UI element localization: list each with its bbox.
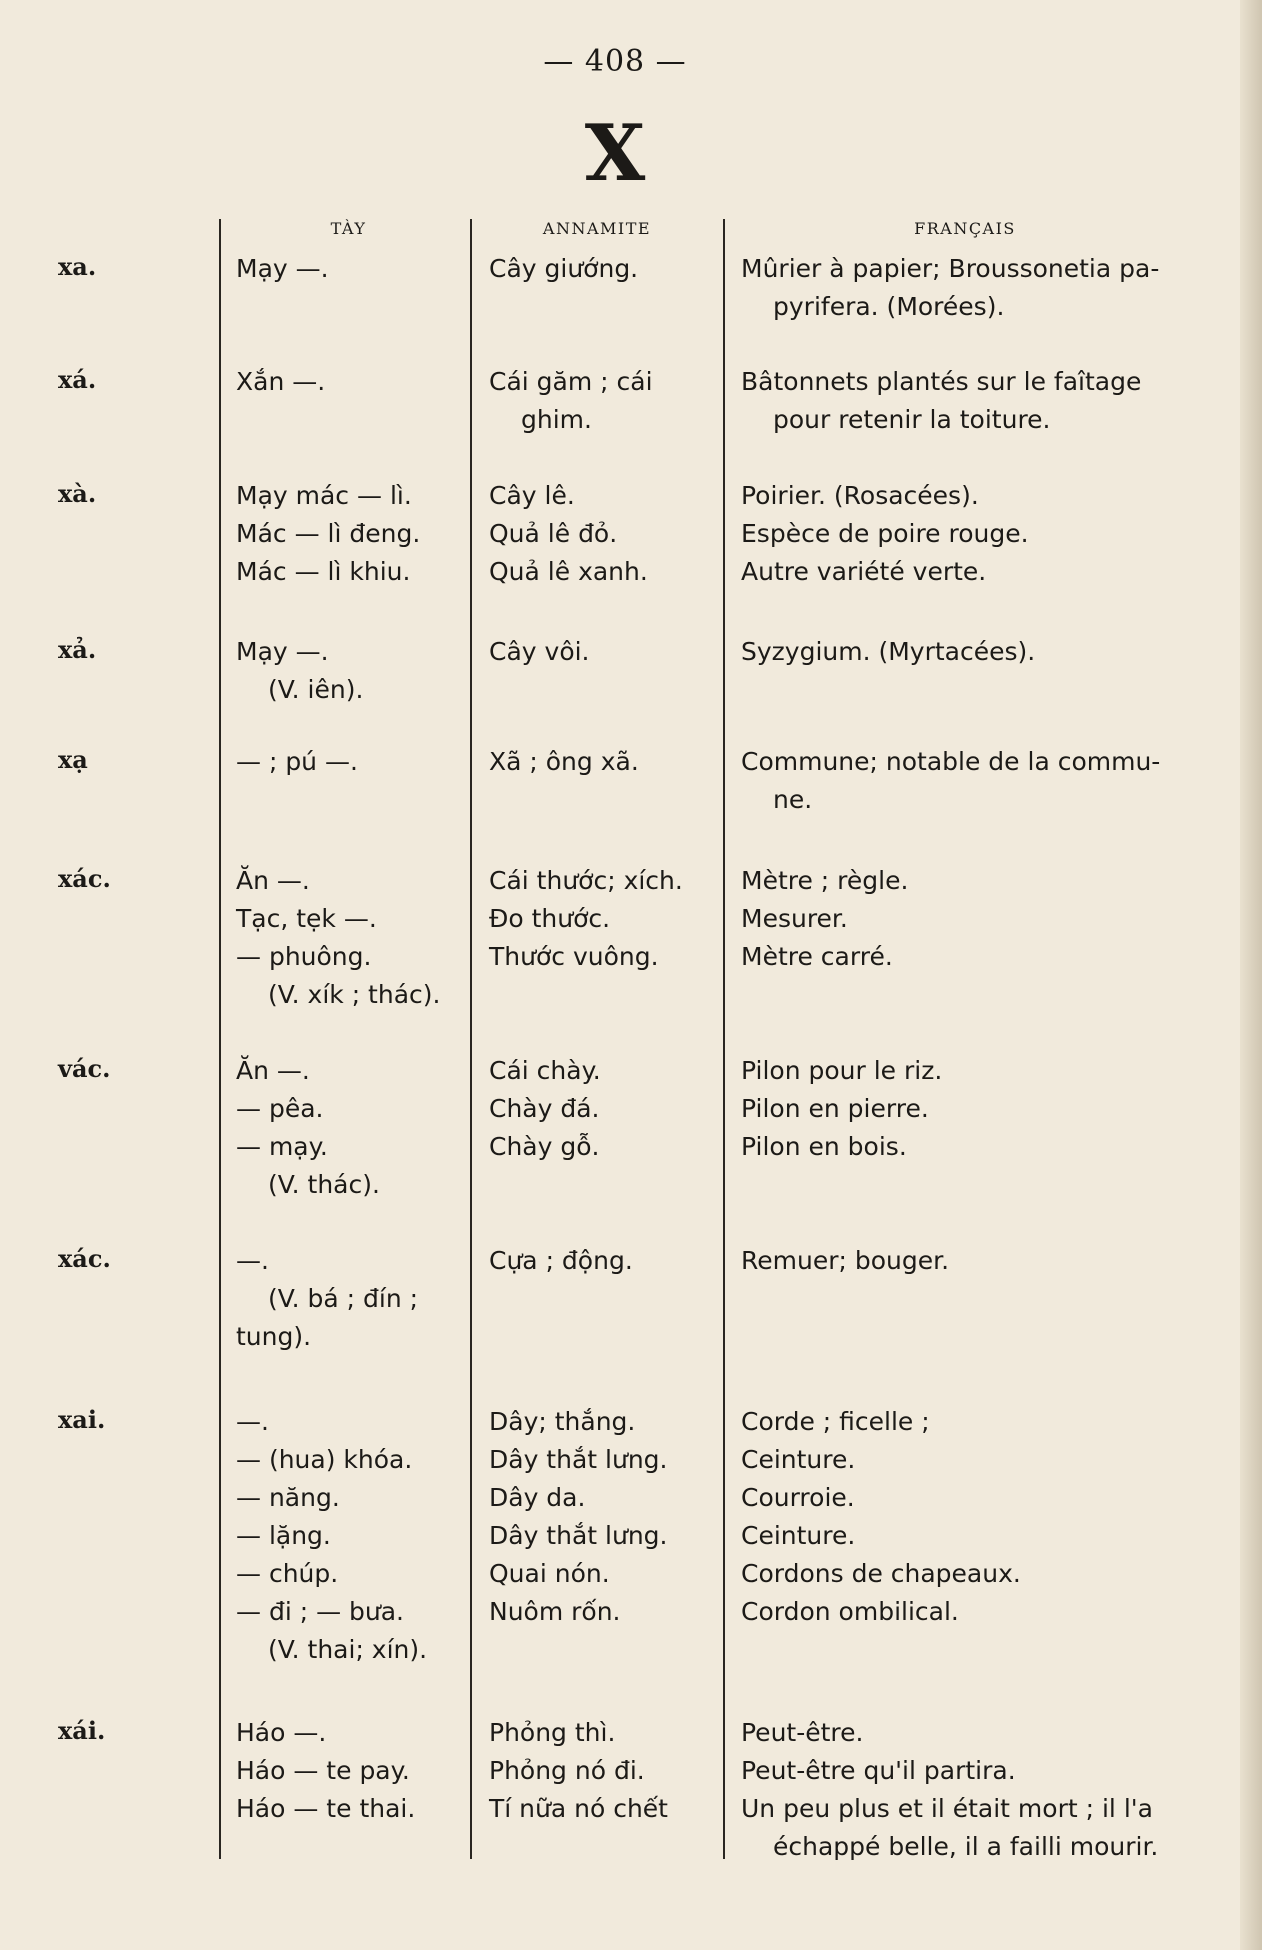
entry-annamite-text: Xã ; ông xã.: [489, 747, 639, 776]
entry-annamite-text: Dây thắt lưng.: [489, 1445, 668, 1474]
entry-francais-text: Peut-être qu'il partira.: [741, 1756, 1016, 1785]
entry-tay-column: [236, 1403, 466, 1669]
entry-annamite-text: Quai nón.: [489, 1559, 610, 1588]
entry-francais-text: Mûrier à papier; Broussonetia pa-: [741, 254, 1160, 283]
entry-headword: xả.: [58, 635, 97, 664]
entry-annamite-text: Cây lê.: [489, 481, 575, 510]
entry-annamite-column: [489, 250, 719, 288]
entry-annamite-text: Dây da.: [489, 1483, 586, 1512]
entry-tay-column: [236, 1052, 466, 1204]
entry-francais-column: [741, 477, 1201, 591]
entry-francais-text: Pilon en bois.: [741, 1132, 907, 1161]
entry-francais-text: Remuer; bouger.: [741, 1246, 950, 1275]
entry-headword: vác.: [58, 1054, 111, 1083]
entry-tay-text: — đi ; — bưa.: [236, 1597, 405, 1626]
entry-tay-text: Ăn —.: [236, 866, 310, 895]
entry-tay-text: Háo —.: [236, 1718, 327, 1747]
entry-annamite-column: [489, 1052, 719, 1166]
entry-headword: xác.: [58, 1244, 111, 1273]
entry-tay-text: (V. xík ; thác).: [268, 980, 441, 1009]
entry-tay-text: Ăn —.: [236, 1056, 310, 1085]
entry-francais-text: Syzygium. (Myrtacées).: [741, 637, 1036, 666]
entry-tay-text: — phuông.: [236, 942, 372, 971]
entry-annamite-column: [489, 862, 719, 976]
entry-annamite-column: [489, 743, 719, 781]
page-number: — 408 —: [543, 44, 687, 79]
entry-francais-text: Pilon pour le riz.: [741, 1056, 943, 1085]
entry-annamite-text: Phỏng nó đi.: [489, 1756, 645, 1785]
entry-francais-column: [741, 1242, 1201, 1280]
page-edge-shadow: [1240, 0, 1262, 1950]
entry-annamite-text: Tí nữa nó chết: [489, 1794, 668, 1823]
entry-francais-column: [741, 743, 1201, 819]
entry-tay-text: — lặng.: [236, 1521, 331, 1550]
entry-headword: xạ: [58, 745, 88, 774]
entry-annamite-text: Đo thước.: [489, 904, 611, 933]
entry-annamite-text: Thước vuông.: [489, 942, 659, 971]
entry-francais-text: Corde ; ficelle ;: [741, 1407, 930, 1436]
entry-francais-text: Espèce de poire rouge.: [741, 519, 1029, 548]
entry-annamite-column: [489, 363, 719, 439]
entry-francais-text: ne.: [773, 785, 813, 814]
entry-annamite-column: [489, 1242, 719, 1280]
column-rule-left: [219, 219, 221, 1859]
entry-tay-text: (V. bá ; đín ;: [268, 1284, 419, 1313]
entry-annamite-text: Phỏng thì.: [489, 1718, 616, 1747]
entry-tay-text: — chúp.: [236, 1559, 339, 1588]
entry-annamite-text: Quả lê đỏ.: [489, 519, 618, 548]
entry-annamite-text: Cây giướng.: [489, 254, 639, 283]
entry-tay-text: Mác — lì khiu.: [236, 557, 411, 586]
entry-francais-text: échappé belle, il a failli mourir.: [773, 1832, 1159, 1861]
entry-francais-text: Courroie.: [741, 1483, 855, 1512]
entry-annamite-text: Nuôm rốn.: [489, 1597, 621, 1626]
entry-tay-text: Mạy —.: [236, 637, 329, 666]
entry-annamite-text: Cái thước; xích.: [489, 866, 683, 895]
entry-tay-text: Mạy —.: [236, 254, 329, 283]
entry-francais-text: Cordons de chapeaux.: [741, 1559, 1021, 1588]
entry-tay-column: [236, 250, 466, 288]
column-rule-middle: [470, 219, 472, 1859]
entry-annamite-text: Chày gỗ.: [489, 1132, 600, 1161]
entry-tay-text: — pêa.: [236, 1094, 324, 1123]
section-letter: X: [584, 108, 646, 199]
entry-francais-text: Peut-être.: [741, 1718, 864, 1747]
entry-francais-text: Ceinture.: [741, 1521, 856, 1550]
header-tay: TÀY: [330, 219, 367, 238]
entry-francais-column: [741, 1714, 1201, 1866]
entry-tay-text: Tạc, tẹk —.: [236, 904, 377, 933]
entry-headword: xá.: [58, 365, 97, 394]
entry-francais-text: Mètre ; règle.: [741, 866, 909, 895]
entry-francais-text: Mètre carré.: [741, 942, 893, 971]
entry-francais-column: [741, 250, 1201, 326]
entry-headword: xa.: [58, 252, 97, 281]
entry-francais-text: Cordon ombilical.: [741, 1597, 959, 1626]
entry-tay-column: [236, 1714, 466, 1828]
entry-francais-column: [741, 363, 1201, 439]
entry-tay-column: [236, 363, 466, 401]
entry-annamite-text: Chày đá.: [489, 1094, 600, 1123]
entry-tay-text: Háo — te pay.: [236, 1756, 410, 1785]
entry-headword: xai.: [58, 1405, 106, 1434]
entry-annamite-text: Cái chày.: [489, 1056, 601, 1085]
entry-tay-text: Mác — lì đeng.: [236, 519, 421, 548]
entry-annamite-text: Cựa ; động.: [489, 1246, 633, 1275]
entry-annamite-text: Dây; thắng.: [489, 1407, 636, 1436]
entry-annamite-column: [489, 633, 719, 671]
entry-tay-text: — mạy.: [236, 1132, 328, 1161]
entry-tay-text: Xắn —.: [236, 367, 326, 396]
entry-annamite-text: ghim.: [521, 405, 592, 434]
entry-francais-text: pyrifera. (Morées).: [773, 292, 1005, 321]
entry-annamite-column: [489, 1714, 719, 1828]
entry-tay-text: Mạy mác — lì.: [236, 481, 412, 510]
entry-tay-text: (V. thác).: [268, 1170, 380, 1199]
entry-francais-text: Autre variété verte.: [741, 557, 987, 586]
entry-annamite-text: Cái găm ; cái: [489, 367, 653, 396]
entry-francais-text: Bâtonnets plantés sur le faîtage: [741, 367, 1142, 396]
entry-francais-text: Poirier. (Rosacées).: [741, 481, 979, 510]
entry-francais-text: Pilon en pierre.: [741, 1094, 929, 1123]
entry-tay-text: — năng.: [236, 1483, 340, 1512]
column-rule-right: [723, 219, 725, 1859]
header-annamite: ANNAMITE: [542, 219, 652, 238]
entry-tay-text: — ; pú —.: [236, 747, 358, 776]
entry-annamite-column: [489, 1403, 719, 1631]
entry-tay-text: — (hua) khóa.: [236, 1445, 413, 1474]
entry-tay-column: [236, 1242, 466, 1356]
entry-francais-text: pour retenir la toiture.: [773, 405, 1051, 434]
entry-tay-column: [236, 862, 466, 1014]
entry-francais-text: Commune; notable de la commu-: [741, 747, 1161, 776]
entry-tay-text: (V. iên).: [268, 675, 364, 704]
entry-francais-text: Mesurer.: [741, 904, 848, 933]
entry-headword: xái.: [58, 1716, 106, 1745]
entry-annamite-text: Cây vôi.: [489, 637, 590, 666]
entry-tay-column: [236, 633, 466, 709]
entry-tay-text: Háo — te thai.: [236, 1794, 416, 1823]
entry-francais-column: [741, 862, 1201, 976]
header-francais: FRANÇAIS: [914, 219, 1016, 238]
entry-headword: xác.: [58, 864, 111, 893]
entry-tay-column: [236, 743, 466, 781]
entry-tay-text: —.: [236, 1407, 269, 1436]
entry-tay-text: (V. thai; xín).: [268, 1635, 428, 1664]
entry-annamite-text: Quả lê xanh.: [489, 557, 648, 586]
entry-tay-text: tung).: [236, 1322, 312, 1351]
entry-francais-text: Ceinture.: [741, 1445, 856, 1474]
entry-tay-column: [236, 477, 466, 591]
entry-francais-column: [741, 1052, 1201, 1166]
entry-francais-column: [741, 633, 1201, 671]
entry-francais-column: [741, 1403, 1201, 1631]
entry-headword: xà.: [58, 479, 97, 508]
entry-annamite-column: [489, 477, 719, 591]
entry-tay-text: —.: [236, 1246, 269, 1275]
entry-annamite-text: Dây thắt lưng.: [489, 1521, 668, 1550]
entry-francais-text: Un peu plus et il était mort ; il l'a: [741, 1794, 1153, 1823]
